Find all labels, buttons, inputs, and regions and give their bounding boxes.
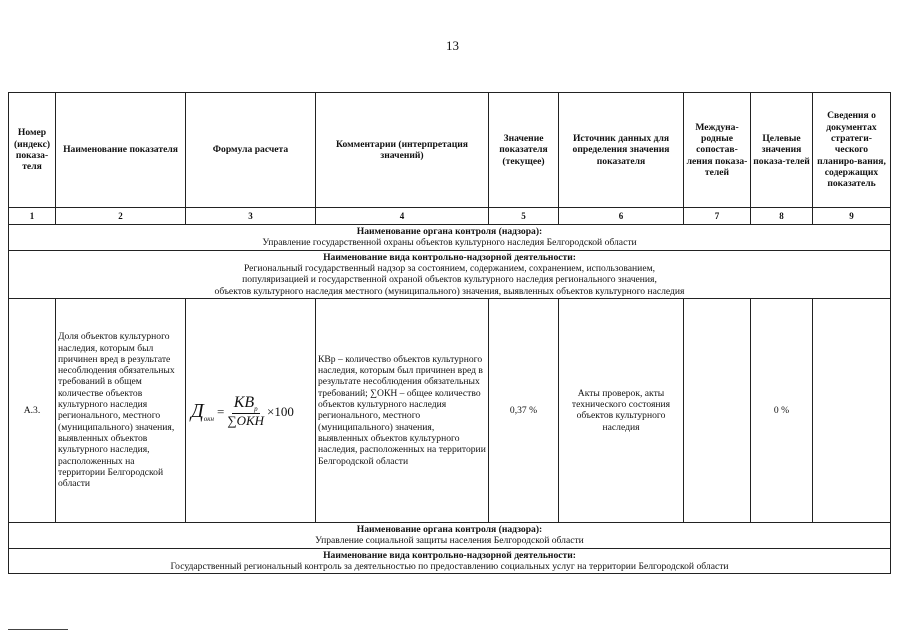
formula-lhs: Д: [191, 399, 204, 422]
header-comments: Комментарии (интерпретация значений): [316, 93, 489, 208]
column-number: 5: [489, 208, 559, 225]
indicator-value: 0,37 %: [489, 298, 559, 522]
indicator-documents: [813, 298, 891, 522]
column-number: 2: [56, 208, 186, 225]
section-title: Наименование вида контрольно-надзорной деятельности:: [323, 549, 576, 561]
indicator-source: Акты проверок, акты технического состояния объектов культурного наследия: [559, 298, 684, 522]
section-title: Наименование органа контроля (надзора):: [356, 523, 543, 535]
column-number: 6: [559, 208, 684, 225]
indicator-row: [9, 298, 891, 522]
footer-rule: [8, 629, 68, 630]
section-line: популяризацией и государственной охраной объектов культурного наследия регионального значения,: [242, 274, 657, 286]
formula-fraction: [227, 395, 264, 429]
indicator-international: [684, 298, 751, 522]
formula-expression: $Д_{окн}$ = $\frac{КВ_р}{\text{∑ОКН}}$ ×100: [191, 393, 294, 428]
column-number: 9: [813, 208, 891, 225]
column-number: 1: [9, 208, 56, 225]
formula-denominator: ∑ОКН: [227, 412, 265, 428]
section-title: Наименование вида контрольно-надзорной деятельности:: [323, 251, 576, 263]
header-formula: Формула расчета: [186, 93, 316, 208]
column-number: 4: [316, 208, 489, 225]
indicator-index: А.3.: [9, 298, 56, 522]
formula-multiplier: ×100: [267, 403, 294, 419]
section-value: Государственный региональный контроль за деятельностью по предоставлению социальных услуг на территории Белгородской области: [170, 560, 729, 572]
section-line: Региональный государственный надзор за состоянием, содержанием, сохранением, использованием,: [243, 262, 656, 274]
formula-numerator-sub: р: [254, 404, 258, 413]
page-number: 13: [446, 38, 459, 53]
section-line: объектов культурного наследия местного (муниципального) значения, выявленных объектов культурного наследия: [214, 285, 685, 297]
column-number: 7: [684, 208, 751, 225]
section-value: Управление социальной защиты населения Белгородской области: [315, 535, 584, 547]
indicators-table: [8, 92, 891, 574]
header-name: Наименование показателя: [56, 93, 186, 208]
section-control-body-1: [9, 225, 891, 251]
header-source: Источник данных для определения значения показателя: [559, 93, 684, 208]
header-row: [9, 93, 891, 208]
column-number: 3: [186, 208, 316, 225]
indicator-target: 0 %: [751, 298, 813, 522]
header-index: Номер (индекс) показа-теля: [9, 93, 56, 208]
formula-lhs-sub: окн: [203, 414, 214, 423]
header-documents: Сведения о документах стратеги-ческого планиро-вания, содержащих показатель: [813, 93, 891, 208]
section-activity-type-2: [9, 548, 891, 574]
section-control-body-2: [9, 522, 891, 548]
section-activity-type-1: [9, 250, 891, 298]
column-number-row: [9, 208, 891, 225]
header-international: Междуна-родные сопостав-ления показа-телей: [684, 93, 751, 208]
indicator-comment: КВр – количество объектов культурного наследия, которым был причинен вред в результате несоблюдения обязательных требований; ∑ОКН – общее количество объектов культурного наследия регионального, местного (муниципального) значения, выявленных объектов культурного наследия, расположенных на территории Белгородской области: [316, 298, 489, 522]
indicator-name: Доля объектов культурного наследия, которым был причинен вред в результате несоблюдения обязательных требований в общем количестве объектов культурного наследия регионального, местного (муниципального) значения, выявленных объектов культурного наследия, расположенных на территории Белгородской области: [56, 298, 186, 522]
section-value: Управление государственной охраны объектов культурного наследия Белгородской области: [262, 237, 637, 249]
formula-numerator: КВ: [233, 393, 255, 411]
column-number: 8: [751, 208, 813, 225]
indicator-formula: [186, 298, 316, 522]
section-title: Наименование органа контроля (надзора):: [356, 226, 543, 237]
header-value: Значение показателя (текущее): [489, 93, 559, 208]
header-target: Целевые значения показа-телей: [751, 93, 813, 208]
